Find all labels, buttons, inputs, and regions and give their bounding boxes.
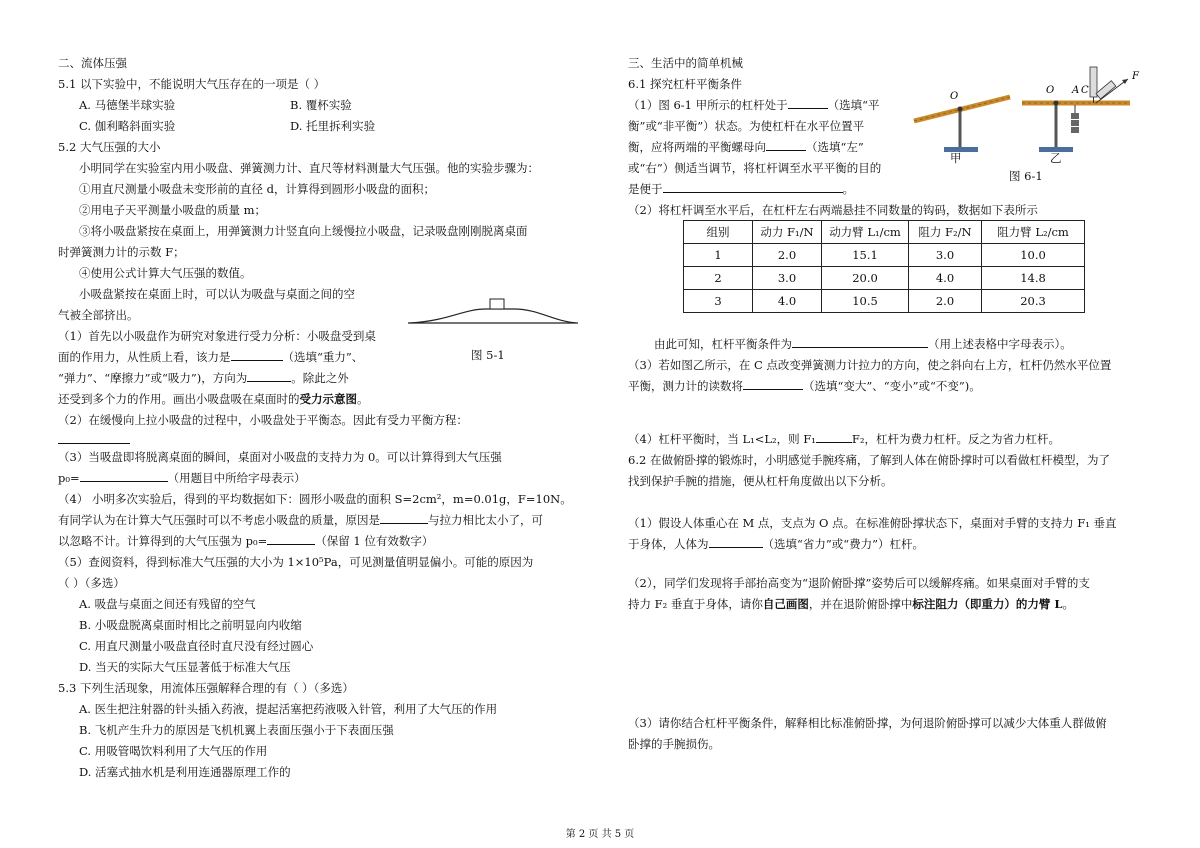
q52-part4-a: （4） 小明多次实验后，得到的平均数据如下：圆形小吸盘的面积 S=2cm²，m=0.01g，F=10N。 (58, 492, 572, 506)
section-2-title: 二、流体压强 (58, 56, 127, 70)
q61-part1-a: （1）图 6-1 甲所示的杠杆处于 （选填“平 (628, 98, 880, 112)
q52-part2: （2）在缓慢向上拉小吸盘的过程中，小吸盘处于平衡态。因此有受力平衡方程： (58, 413, 468, 427)
question-6-1: 6.1 探究杠杆平衡条件 (628, 77, 742, 91)
answer-blank[interactable] (792, 336, 928, 348)
answer-blank[interactable] (816, 431, 852, 443)
q5-option-d: D. 当天的实际大气压显著低于标准大气压 (79, 660, 291, 674)
q52-step-3b: 时弹簧测力计的示数 F； (58, 245, 185, 259)
table-cell: 3 (684, 290, 753, 313)
answer-blank[interactable] (380, 512, 428, 524)
table-header: 阻力 F₂/N (909, 221, 982, 244)
table-cell: 10.5 (822, 290, 909, 313)
q52-part3-b: p₀= （用题目中所给字母表示） (58, 471, 306, 485)
q52-part1-a: （1）首先以小吸盘作为研究对象进行受力分析：小吸盘受到桌 (58, 329, 376, 343)
pivot-label: O (1046, 85, 1055, 96)
section-3-title: 三、生活中的简单机械 (628, 56, 743, 70)
q52-intro: 小明同学在实验室内用小吸盘、弹簧测力计、直尺等材料测量大气压强。他的实验步骤为： (79, 161, 539, 175)
q5-option-b: B. 小吸盘脱离桌面时相比之前明显向内收缩 (79, 618, 302, 632)
table-cell: 3.0 (909, 244, 982, 267)
table-cell: 2 (684, 267, 753, 290)
table-cell: 20.3 (982, 290, 1085, 313)
q53-option-b: B. 飞机产生升力的原因是飞机机翼上表面压强小于下表面压强 (79, 723, 394, 737)
table-header: 动力臂 L₁/cm (822, 221, 909, 244)
table-header: 阻力臂 L₂/cm (982, 221, 1085, 244)
q5-option-a: A. 吸盘与桌面之间还有残留的空气 (79, 597, 256, 611)
q53-option-a: A. 医生把注射器的针头插入药液，提起活塞把药液吸入针管，利用了大气压的作用 (79, 702, 498, 716)
answer-line[interactable] (58, 443, 130, 444)
q52-part3-a: （3）当吸盘即将脱离桌面的瞬间，桌面对小吸盘的支持力为 0。可以计算得到大气压强 (58, 450, 502, 464)
answer-blank[interactable] (80, 470, 168, 482)
figure-6-1-yi: 乙 (1050, 151, 1062, 165)
q61-part3-b: 平衡，测力计的读数将 （选填“变大”、“变小”或“不变”)。 (628, 379, 981, 393)
q52-step-4: ④使用公式计算大气压强的数值。 (79, 266, 252, 280)
lever-data-table (683, 220, 1085, 313)
q62-part1-b: 于身体，人体为 （选填“省力”或“费力”）杠杆。 (628, 537, 925, 551)
table-cell: 2.0 (909, 290, 982, 313)
question-6-2-b: 找到保护手腕的措施，便从杠杆角度做出以下分析。 (628, 474, 893, 488)
q61-part3-a: （3）若如图乙所示，在 C 点改变弹簧测力计拉力的方向，使之斜向右上方，杠杆仍然水平位置 (628, 358, 1112, 372)
table-header: 动力 F₁/N (753, 221, 822, 244)
q62-part1-a: （1）假设人体重心在 M 点，支点为 O 点。在标准俯卧撑状态下，桌面对手臂的支持力 F₁ 垂直 (628, 516, 1117, 530)
q52-part1-c: “弹力”、“摩擦力”或“吸力”)，方向为 。除此之外 (58, 371, 349, 385)
answer-blank[interactable] (663, 181, 843, 193)
q52-part4-b: 有同学认为在计算大气压强时可以不考虑小吸盘的质量，原因是 与拉力相比太小了，可 (58, 513, 543, 527)
answer-blank[interactable] (231, 349, 283, 361)
suction-cup-figure (408, 295, 578, 335)
question-5-3: 5.3 下列生活现象，用流体压强解释合理的有（ ）（多选） (58, 681, 354, 695)
q62-part3-b: 卧撑的手腕损伤。 (628, 737, 720, 751)
q62-part2-b: 持力 F₂ 垂直于身体，请你自己画图，并在退阶俯卧撑中标注阻力（即重力）的力臂 L。 (628, 597, 1074, 611)
answer-blank[interactable] (788, 97, 828, 109)
q61-part2-conclusion: 由此可知，杠杆平衡条件为 （用上述表格中字母表示）。 (654, 337, 1072, 351)
q62-part3-a: （3）请你结合杠杆平衡条件，解释相比标准俯卧撑，为何退阶俯卧撑可以减少大体重人群做俯 (628, 716, 1107, 730)
table-cell: 4.0 (753, 290, 822, 313)
q52-part5-a: （5）查阅资料，得到标准大气压强的大小为 1×10⁵Pa，可见测量值明显偏小。可能的原因为 (58, 555, 534, 569)
table-header-row (684, 221, 1085, 244)
point-c-label: C (1081, 85, 1089, 96)
q52-part4-c: 以忽略不计。计算得到的大气压强为 p₀= （保留 1 位有效数字） (58, 534, 434, 548)
pivot-label: O (950, 91, 959, 102)
q51-option-d: D. 托里拆利实验 (290, 119, 376, 133)
question-5-2: 5.2 大气压强的大小 (58, 140, 161, 154)
table-row (684, 290, 1085, 313)
table-cell: 4.0 (909, 267, 982, 290)
q53-option-d: D. 活塞式抽水机是利用连通器原理工作的 (79, 765, 291, 779)
answer-blank[interactable] (766, 139, 806, 151)
question-6-2-a: 6.2 在做俯卧撑的锻炼时，小明感觉手腕疼痛，了解到人体在俯卧撑时可以看做杠杆模型，为了 (628, 453, 1110, 467)
table-cell: 10.0 (982, 244, 1085, 267)
table-row (684, 244, 1085, 267)
answer-blank[interactable] (267, 533, 315, 545)
q52-step-1: ①用直尺测量小吸盘未变形前的直径 d，计算得到圆形小吸盘的面积； (79, 182, 436, 196)
q52-part5-b: （ ）（多选） (58, 576, 125, 590)
force-label: F (1132, 71, 1139, 82)
q52-step-3a: ③将小吸盘紧按在桌面上，用弹簧测力计竖直向上缓慢拉小吸盘，记录吸盘刚刚脱离桌面 (79, 224, 528, 238)
table-cell: 20.0 (822, 267, 909, 290)
question-5-1: 5.1 以下实验中，不能说明大气压存在的一项是（ ） (58, 77, 326, 91)
q62-part2-a: （2），同学们发现将手部抬高变为“退阶俯卧撑”姿势后可以缓解疼痛。如果桌面对手臂的支 (628, 576, 1090, 590)
q51-option-b: B. 覆杯实验 (290, 98, 352, 112)
figure-6-1-jia: 甲 (950, 151, 962, 165)
table-cell: 15.1 (822, 244, 909, 267)
point-a-label: A (1072, 85, 1080, 96)
q5-option-c: C. 用直尺测量小吸盘直径时直尺没有经过圆心 (79, 639, 314, 653)
q52-part1-b: 面的作用力，从性质上看，该力是 （选填“重力”、 (58, 350, 364, 364)
table-row (684, 267, 1085, 290)
q53-option-c: C. 用吸管喝饮料利用了大气压的作用 (79, 744, 268, 758)
table-cell: 1 (684, 244, 753, 267)
q52-step-2: ②用电子天平测量小吸盘的质量 m； (79, 203, 267, 217)
q52-note-b: 气被全部挤出。 (58, 308, 139, 322)
table-header: 组别 (684, 221, 753, 244)
q51-option-c: C. 伽利略斜面实验 (79, 119, 176, 133)
q52-part1-d: 还受到多个力的作用。画出小吸盘吸在桌面时的受力示意图。 (58, 392, 369, 406)
q61-part1-b: 衡”或“非平衡”）状态。为使杠杆在水平位置平 (628, 119, 865, 133)
q52-note-a: 小吸盘紧按在桌面上时，可以认为吸盘与桌面之间的空 (79, 287, 355, 301)
answer-blank[interactable] (247, 370, 291, 382)
answer-blank[interactable] (709, 536, 763, 548)
q61-part2: （2）将杠杆调至水平后，在杠杆左右两端悬挂不同数量的钩码，数据如下表所示 (628, 203, 1038, 217)
q51-option-a: A. 马德堡半球实验 (79, 98, 176, 112)
figure-5-1-caption: 图 5-1 (471, 348, 505, 362)
lever-figure (910, 63, 1150, 183)
answer-blank[interactable] (743, 378, 803, 390)
q61-part1-e: 是便于 。 (628, 182, 854, 196)
q61-part1-d: 或“右”）侧适当调节，将杠杆调至水平平衡的目的 (628, 161, 882, 175)
figure-6-1-caption: 图 6-1 (1009, 169, 1043, 183)
q61-part4: （4）杠杆平衡时，当 L₁<L₂，则 F₁ F₂，杠杆为费力杠杆。反之为省力杠杆。 (628, 432, 1060, 446)
table-cell: 14.8 (982, 267, 1085, 290)
q61-part1-c: 衡，应将两端的平衡螺母向 （选填“左” (628, 140, 864, 154)
page-footer: 第 2 页 共 5 页 (565, 829, 635, 840)
table-cell: 2.0 (753, 244, 822, 267)
table-cell: 3.0 (753, 267, 822, 290)
